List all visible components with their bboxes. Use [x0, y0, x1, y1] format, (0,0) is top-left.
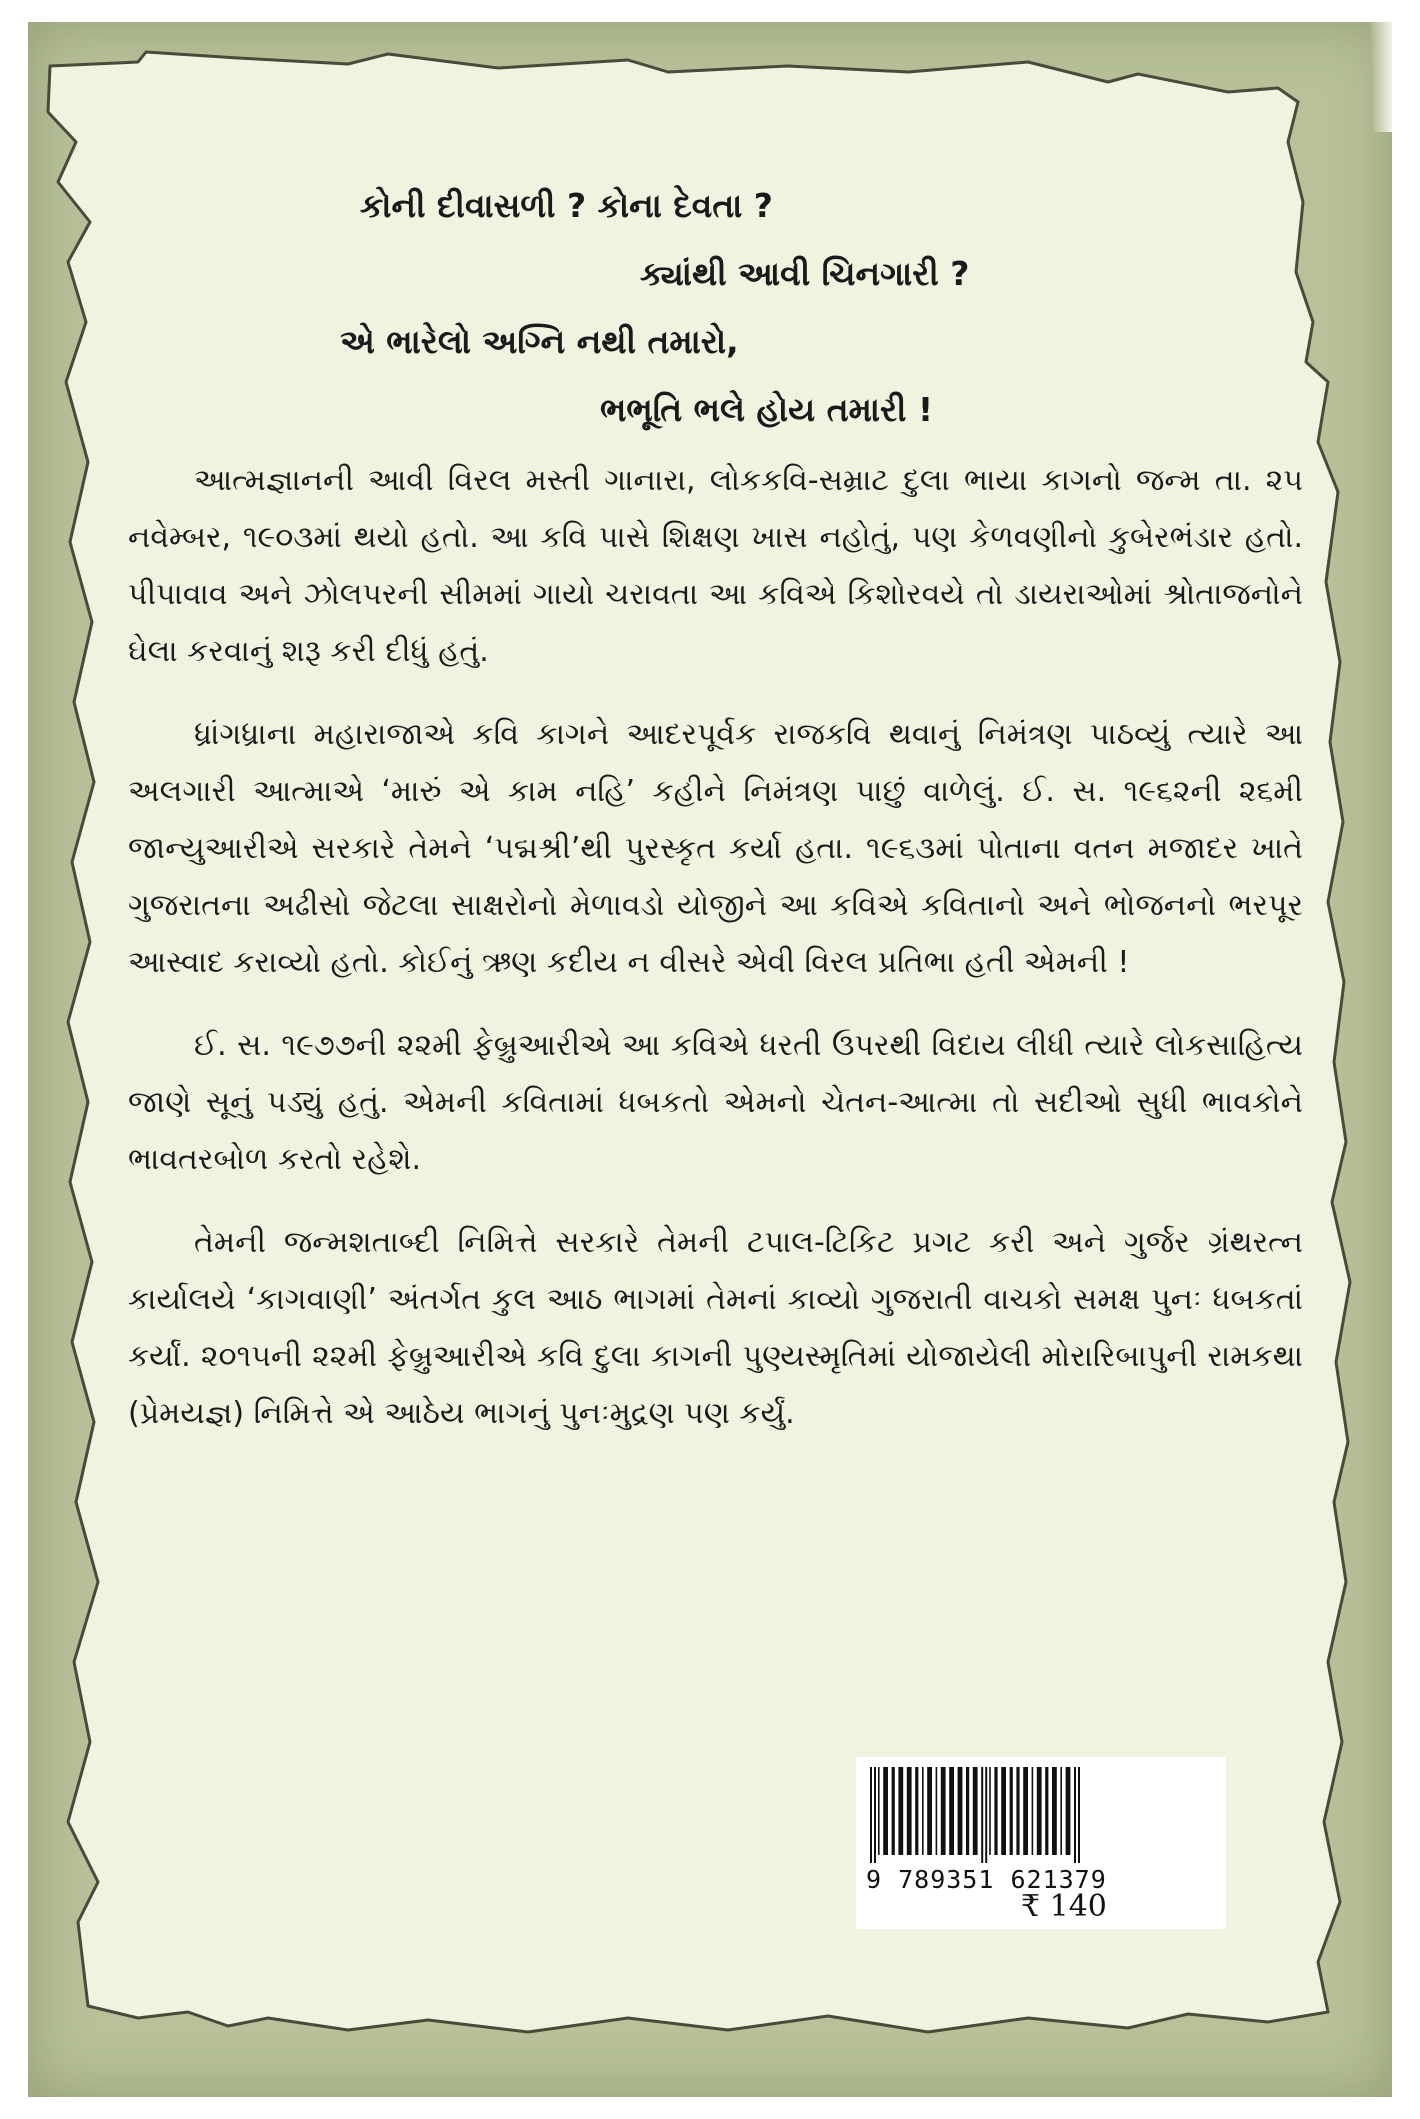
paragraph: તેમની જન્મશતાબ્દી નિમિત્તે સરકારે તેમની ટપાલ-ટિકિટ પ્રગટ કરી અને ગુર્જર ગ્રંથરત્ન કાર્યાલયે ‘કાગવાણી’ અંતર્ગત કુલ આઠ ભાગમાં તેમનાં કાવ્યો ગુજરાતી વાચકો સમક્ષ પુનઃ ધબકતાં કર્યાં. ૨૦૧૫ની ૨૨મી ફેબ્રુઆરીએ કવિ દુલા કાગની પુણ્યસ્મૃતિમાં યોજાયેલી મોરારિબાપુની રામકથા (પ્રેમયજ્ઞ) નિમિત્તે એ આઠેય ભાગનું પુનઃમુદ્રણ પણ કર્યું.: [128, 1225, 1303, 1431]
barcode-bar: [994, 1767, 997, 1855]
barcode-bar: [989, 1767, 991, 1855]
barcode-bar: [1074, 1767, 1076, 1863]
barcode-label: [856, 1757, 1226, 1929]
poem-line: એ ભારેલો અગ્નિ નથી તમારો,: [340, 322, 739, 361]
paragraph: ઈ. સ. ૧૯૭૭ની ૨૨મી ફેબ્રુઆરીએ આ કવિએ ધરતી ઉપરથી વિદાય લીધી ત્યારે લોકસાહિત્ય જાણે સૂનું પડ્યું હતું. એમની કવિતામાં ધબકતો એમનો ચેતન-આત્મા તો સદીઓ સુધી ભાવકોને ભાવતરબોળ કરતો રહેશે.: [128, 1028, 1303, 1177]
barcode-bar: [915, 1767, 918, 1855]
poem: [128, 172, 1303, 444]
barcode-bar: [1066, 1767, 1071, 1855]
paragraph: આત્મજ્ઞાનની આવી વિરલ મસ્તી ગાનારા, લોકકવિ-સમ્રાટ દુલા ભાયા કાગનો જન્મ તા. ૨૫ નવેમ્બર, ૧૯૦૩માં થયો હતો. આ કવિ પાસે શિક્ષણ ખાસ નહોતું, પણ કેળવણીનો કુબેરભંડાર હતો. પીપાવાવ અને ઝોલપરની સીમમાં ગાયો ચરાવતા આ કવિએ કિશોરવયે તો ડાયરાઓમાં શ્રોતાજનોને ઘેલા કરવાનું શરૂ કરી દીધું હતું.: [128, 463, 1303, 669]
barcode-bar: [892, 1767, 895, 1855]
barcode-bar: [958, 1767, 963, 1855]
poem-line: કોની દીવાસળી ? કોના દેવતા ?: [360, 186, 773, 225]
barcode-bar: [1037, 1767, 1042, 1855]
price-label: ₹ 140: [1021, 1889, 1107, 1924]
barcode-bar: [966, 1767, 969, 1855]
text-content: [128, 172, 1303, 1792]
barcode-bar: [874, 1767, 876, 1863]
barcode-bar: [1060, 1767, 1062, 1855]
barcode-bar: [883, 1767, 888, 1855]
barcode-bar: [1010, 1767, 1013, 1855]
barcode-bar: [870, 1767, 872, 1863]
barcode-bar: [981, 1767, 983, 1863]
barcode-bar: [973, 1767, 978, 1855]
barcode-bar: [941, 1767, 946, 1855]
barcode-bar: [1001, 1767, 1006, 1855]
barcode-bar: [1032, 1767, 1034, 1855]
barcode-bar: [936, 1767, 938, 1855]
barcode-bar: [985, 1767, 987, 1863]
poem-line: ભભૂતિ ભલે હોય તમારી !: [600, 390, 933, 429]
barcode-bar: [878, 1767, 880, 1855]
isbn-number: 9 789351 621379: [866, 1865, 1107, 1894]
barcode-bars: [866, 1767, 1216, 1863]
paragraph: ધ્રાંગધ્રાના મહારાજાએ કવિ કાગને આદરપૂર્વક રાજકવિ થવાનું નિમંત્રણ પાઠવ્યું ત્યારે આ અલગારી આત્માએ ‘મારું એ કામ નહિ’ કહીને નિમંત્રણ પાછું વાળેલું. ઈ. સ. ૧૯૬૨ની ૨૬મી જાન્યુઆરીએ સરકારે તેમને ‘પદ્મશ્રી’થી પુરસ્કૃત કર્યા હતા. ૧૯૬૩માં પોતાના વતન મજાદર ખાતે ગુજરાતના અઢીસો જેટલા સાક્ષરોનો મેળાવડો યોજીને આ કવિએ કવિતાનો અને ભોજનનો ભરપૂર આસ્વાદ કરાવ્યો હતો. કોઈનું ઋણ કદીય ન વીસરે એવી વિરલ પ્રતિભા હતી એમની !: [128, 717, 1303, 980]
book-back-cover: [28, 22, 1392, 2097]
barcode-bar: [927, 1767, 932, 1855]
poem-line: ક્યાંથી આવી ચિનગારી ?: [640, 254, 970, 293]
barcode-bar: [1016, 1767, 1019, 1855]
barcode-bar: [1078, 1767, 1080, 1863]
barcode-bar: [1023, 1767, 1028, 1855]
barcode-bar: [949, 1767, 954, 1855]
barcode-bar: [922, 1767, 924, 1855]
barcode-bar: [1045, 1767, 1048, 1855]
barcode-bar: [907, 1767, 912, 1855]
barcode-bar: [898, 1767, 903, 1855]
barcode-bar: [1052, 1767, 1057, 1855]
